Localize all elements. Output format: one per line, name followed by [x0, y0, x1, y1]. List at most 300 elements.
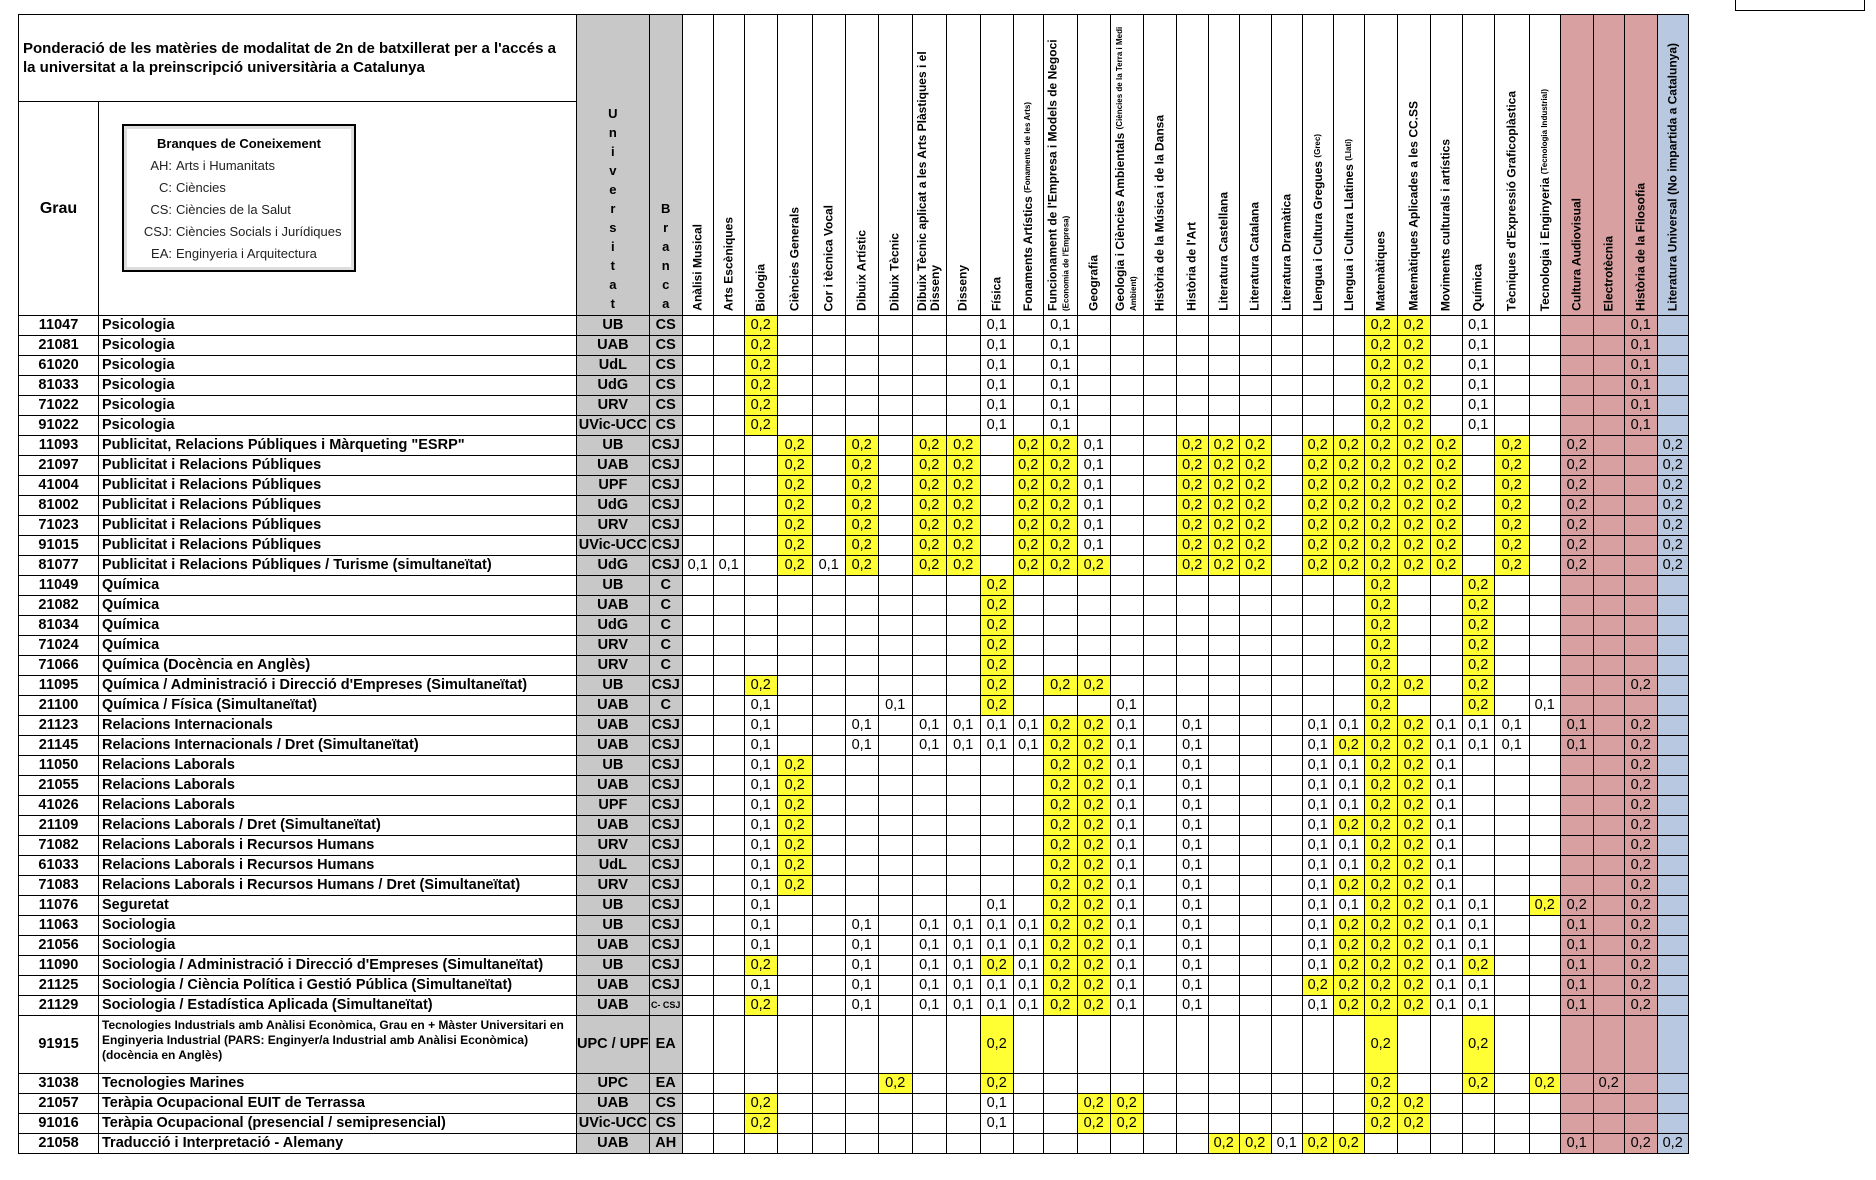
- university-cell: UdG: [577, 496, 650, 516]
- weight-cell: 0,1: [744, 816, 777, 836]
- weight-cell: 0,2: [1462, 656, 1494, 676]
- weight-cell: [1143, 596, 1176, 616]
- weight-cell: [1176, 1094, 1208, 1114]
- weight-cell: 0,1: [980, 916, 1013, 936]
- weight-cell: [1013, 776, 1043, 796]
- weight-cell: [1333, 696, 1364, 716]
- weight-cell: [878, 396, 912, 416]
- weight-cell: [1271, 856, 1302, 876]
- weight-cell: 0,2: [1462, 1016, 1494, 1074]
- weight-cell: 0,2: [1462, 676, 1494, 696]
- weight-cell: [1302, 636, 1333, 656]
- weight-cell: [1494, 676, 1529, 696]
- weight-cell: [1333, 1094, 1364, 1114]
- weight-cell: [1494, 876, 1529, 896]
- weight-cell: [1430, 576, 1462, 596]
- weight-cell: [713, 476, 744, 496]
- grau-name: Psicologia: [99, 416, 577, 436]
- weight-cell: [912, 596, 946, 616]
- weight-cell: 0,1: [1110, 876, 1143, 896]
- table-row: [19, 1016, 1689, 1074]
- weight-cell: [777, 716, 812, 736]
- weight-cell: 0,2: [1333, 496, 1364, 516]
- weight-cell: [1302, 1114, 1333, 1134]
- weight-cell: [682, 316, 713, 336]
- weight-cell: 0,2: [845, 556, 878, 576]
- weight-cell: [744, 596, 777, 616]
- weight-cell: [1657, 1114, 1688, 1134]
- weight-cell: [1271, 936, 1302, 956]
- weight-cell: [946, 376, 980, 396]
- weight-cell: [682, 976, 713, 996]
- subject-header: [812, 15, 845, 316]
- subject-label: [1374, 231, 1387, 311]
- weight-cell: [1239, 956, 1271, 976]
- weight-cell: 0,2: [946, 436, 980, 456]
- weight-cell: 0,2: [980, 676, 1013, 696]
- weight-cell: [878, 736, 912, 756]
- weight-cell: [1593, 816, 1624, 836]
- weight-cell: 0,2: [1494, 476, 1529, 496]
- subject-name: Literatura Universal (No impartida a Catalunya): [1665, 42, 1680, 311]
- weight-cell: [1176, 416, 1208, 436]
- weight-cell: [713, 716, 744, 736]
- weight-cell: 0,2: [1208, 556, 1239, 576]
- weight-cell: [682, 936, 713, 956]
- weight-cell: [1430, 676, 1462, 696]
- subject-name: Matemàtiques: [1373, 230, 1388, 311]
- weight-cell: 0,1: [1462, 716, 1494, 736]
- weight-cell: [1593, 856, 1624, 876]
- weight-cell: [1624, 1016, 1657, 1074]
- weight-cell: [713, 736, 744, 756]
- weight-cell: [1560, 1114, 1593, 1134]
- weight-cell: [1043, 656, 1077, 676]
- branca-cell: CSJ: [649, 436, 682, 456]
- grau-code: 21082: [19, 596, 99, 616]
- weight-cell: 0,2: [1560, 476, 1593, 496]
- weight-cell: [1430, 396, 1462, 416]
- grau-name: Química: [99, 616, 577, 636]
- branca-cell: C: [649, 696, 682, 716]
- weight-cell: 0,2: [1239, 436, 1271, 456]
- weight-cell: 0,2: [1333, 476, 1364, 496]
- weight-cell: [1110, 616, 1143, 636]
- weight-cell: 0,2: [1077, 836, 1110, 856]
- weight-cell: [1593, 1114, 1624, 1134]
- weight-cell: [1462, 756, 1494, 776]
- subject-name: Història de la Música i de la Dansa: [1152, 114, 1167, 311]
- weight-cell: [1208, 876, 1239, 896]
- university-cell: UAB: [577, 996, 650, 1016]
- weight-cell: 0,1: [1430, 796, 1462, 816]
- weight-cell: [1624, 1114, 1657, 1134]
- weight-cell: [1593, 516, 1624, 536]
- subject-label: [1249, 202, 1262, 311]
- branca-cell: CS: [649, 416, 682, 436]
- subject-label: [754, 264, 767, 311]
- weight-cell: 0,2: [1397, 356, 1430, 376]
- weight-cell: 0,1: [1333, 756, 1364, 776]
- subject-name: Literatura Dramàtica: [1279, 194, 1294, 311]
- subject-subtitle: (Fonaments de les Arts): [1023, 101, 1033, 193]
- weight-cell: 0,1: [1494, 736, 1529, 756]
- weight-cell: [1302, 396, 1333, 416]
- weight-cell: 0,2: [1302, 496, 1333, 516]
- weight-cell: 0,2: [980, 1074, 1013, 1094]
- weight-cell: [812, 816, 845, 836]
- branca-cell: C: [649, 636, 682, 656]
- weight-cell: 0,2: [1208, 1134, 1239, 1154]
- subject-name: Moviments culturals i artístics: [1438, 138, 1453, 311]
- weight-cell: [878, 316, 912, 336]
- grau-code: 81077: [19, 556, 99, 576]
- weight-cell: 0,1: [1302, 856, 1333, 876]
- subject-label: [1407, 101, 1420, 311]
- weight-cell: 0,2: [1624, 936, 1657, 956]
- weight-cell: 0,1: [1110, 916, 1143, 936]
- weight-cell: 0,2: [1624, 1134, 1657, 1154]
- weight-cell: [812, 856, 845, 876]
- weight-cell: [1077, 1134, 1110, 1154]
- weight-cell: 0,1: [1624, 316, 1657, 336]
- weight-cell: 0,2: [1364, 576, 1397, 596]
- branca-cell: CSJ: [649, 756, 682, 776]
- weight-cell: [744, 436, 777, 456]
- weight-cell: [1529, 676, 1560, 696]
- subject-name: Llengua i Cultura Gregues: [1310, 160, 1325, 311]
- grau-name: Química (Docència en Anglès): [99, 656, 577, 676]
- weight-cell: [1624, 656, 1657, 676]
- weight-cell: 0,1: [845, 736, 878, 756]
- weight-cell: 0,1: [845, 996, 878, 1016]
- weight-cell: [1302, 376, 1333, 396]
- weight-cell: [878, 576, 912, 596]
- grau-code: 41004: [19, 476, 99, 496]
- subject-header: [1397, 15, 1430, 316]
- weight-cell: 0,2: [1560, 456, 1593, 476]
- university-cell: UB: [577, 676, 650, 696]
- weight-cell: [1529, 976, 1560, 996]
- weight-cell: [946, 396, 980, 416]
- weight-cell: 0,2: [1657, 456, 1688, 476]
- weight-cell: 0,2: [1364, 816, 1397, 836]
- weight-cell: [1043, 616, 1077, 636]
- weight-cell: 0,2: [777, 856, 812, 876]
- weight-cell: 0,1: [1302, 816, 1333, 836]
- legend-code: AH:: [150, 158, 172, 173]
- branca-cell: CSJ: [649, 736, 682, 756]
- weight-cell: [1624, 576, 1657, 596]
- branca-cell: CSJ: [649, 676, 682, 696]
- weight-cell: [980, 856, 1013, 876]
- weight-cell: 0,1: [1176, 716, 1208, 736]
- weight-cell: [1077, 416, 1110, 436]
- grau-code: 91016: [19, 1114, 99, 1134]
- weight-cell: 0,1: [1624, 376, 1657, 396]
- weight-cell: [1208, 1074, 1239, 1094]
- grau-code: 21145: [19, 736, 99, 756]
- weight-cell: 0,2: [1043, 556, 1077, 576]
- weight-cell: 0,2: [777, 876, 812, 896]
- weight-cell: 0,1: [1110, 756, 1143, 776]
- weight-cell: [682, 496, 713, 516]
- weight-cell: [1077, 336, 1110, 356]
- weight-cell: 0,1: [1560, 956, 1593, 976]
- weight-cell: 0,2: [1077, 1094, 1110, 1114]
- weight-cell: [912, 696, 946, 716]
- subject-header: [1560, 15, 1593, 316]
- weight-cell: 0,2: [1208, 476, 1239, 496]
- weight-cell: [682, 536, 713, 556]
- weight-cell: 0,1: [1110, 736, 1143, 756]
- weight-cell: [682, 516, 713, 536]
- weight-cell: [1208, 1114, 1239, 1134]
- branca-cell: CSJ: [649, 856, 682, 876]
- weight-cell: 0,1: [1077, 456, 1110, 476]
- table-row: [19, 436, 1689, 456]
- table-row: [19, 456, 1689, 476]
- weight-cell: [1657, 876, 1688, 896]
- weight-cell: 0,1: [1110, 696, 1143, 716]
- weight-cell: 0,2: [1043, 516, 1077, 536]
- weight-cell: [744, 576, 777, 596]
- weight-cell: [1302, 336, 1333, 356]
- weight-cell: 0,1: [1560, 1134, 1593, 1154]
- weight-cell: [1529, 796, 1560, 816]
- weight-cell: [1494, 776, 1529, 796]
- weight-cell: [1560, 796, 1593, 816]
- weight-cell: [946, 636, 980, 656]
- subject-name: Cor i tècnica Vocal: [821, 204, 836, 311]
- weight-cell: [1239, 916, 1271, 936]
- weight-cell: [713, 1074, 744, 1094]
- weight-cell: [1143, 536, 1176, 556]
- table-row: [19, 1074, 1689, 1094]
- weight-cell: [1143, 896, 1176, 916]
- weight-cell: 0,1: [1176, 936, 1208, 956]
- weight-cell: [812, 496, 845, 516]
- weight-cell: [777, 336, 812, 356]
- weight-cell: [1462, 856, 1494, 876]
- university-cell: UdG: [577, 376, 650, 396]
- grau-name: Publicitat i Relacions Públiques: [99, 516, 577, 536]
- weight-cell: 0,2: [980, 636, 1013, 656]
- subject-label: [722, 217, 735, 311]
- weight-cell: 0,1: [1176, 996, 1208, 1016]
- weight-cell: [1593, 876, 1624, 896]
- weight-cell: 0,1: [744, 916, 777, 936]
- weight-cell: [1529, 736, 1560, 756]
- weight-cell: [1494, 1114, 1529, 1134]
- weight-cell: [1494, 756, 1529, 776]
- subject-label: [1538, 89, 1552, 311]
- weight-cell: [682, 1094, 713, 1114]
- weight-cell: [1529, 656, 1560, 676]
- university-cell: URV: [577, 516, 650, 536]
- weight-cell: 0,2: [1397, 536, 1430, 556]
- weight-cell: [777, 396, 812, 416]
- table-row: [19, 316, 1689, 336]
- university-cell: UVic-UCC: [577, 536, 650, 556]
- weight-cell: [777, 736, 812, 756]
- weight-cell: 0,1: [744, 856, 777, 876]
- weight-cell: [1593, 576, 1624, 596]
- weight-cell: 0,1: [1333, 776, 1364, 796]
- grau-name: Relacions Laborals i Recursos Humans: [99, 856, 577, 876]
- weight-cell: 0,1: [980, 336, 1013, 356]
- weight-cell: [1208, 776, 1239, 796]
- subject-header: [1462, 15, 1494, 316]
- weight-cell: [1333, 1114, 1364, 1134]
- weight-cell: [878, 756, 912, 776]
- weight-cell: 0,2: [980, 656, 1013, 676]
- grau-name: Química / Física (Simultaneïtat): [99, 696, 577, 716]
- weight-cell: [912, 636, 946, 656]
- weight-cell: [1302, 656, 1333, 676]
- weight-cell: 0,2: [946, 476, 980, 496]
- weight-cell: 0,1: [1043, 316, 1077, 336]
- weight-cell: 0,2: [1043, 476, 1077, 496]
- weight-cell: [1271, 996, 1302, 1016]
- weight-cell: [845, 776, 878, 796]
- weight-cell: [777, 976, 812, 996]
- weight-cell: [1529, 776, 1560, 796]
- subject-label: [788, 207, 801, 311]
- weight-cell: [1593, 1016, 1624, 1074]
- university-cell: UAB: [577, 1134, 650, 1154]
- weight-cell: [845, 416, 878, 436]
- weight-cell: [1529, 1114, 1560, 1134]
- weight-cell: [946, 676, 980, 696]
- weight-cell: [1176, 616, 1208, 636]
- weight-cell: 0,2: [946, 556, 980, 576]
- weight-cell: [682, 1016, 713, 1074]
- grau-name: Publicitat i Relacions Públiques: [99, 536, 577, 556]
- weight-cell: [1143, 756, 1176, 776]
- weight-cell: [1560, 836, 1593, 856]
- table-title: Ponderació de les matèries de modalitat de 2n de batxillerat per a l'accés a la universitat a la preinscripció universitària a Catalunya: [19, 15, 577, 102]
- weight-cell: [878, 376, 912, 396]
- weight-cell: 0,2: [1176, 556, 1208, 576]
- weight-cell: [1593, 416, 1624, 436]
- weight-cell: [1013, 816, 1043, 836]
- weight-cell: 0,1: [1430, 996, 1462, 1016]
- weight-cell: 0,1: [1077, 536, 1110, 556]
- weight-cell: [1143, 676, 1176, 696]
- weight-cell: 0,1: [1110, 996, 1143, 1016]
- weight-cell: 0,2: [980, 596, 1013, 616]
- weight-cell: [1430, 316, 1462, 336]
- branca-cell: CSJ: [649, 936, 682, 956]
- weight-cell: [1333, 316, 1364, 336]
- weight-cell: [980, 556, 1013, 576]
- grau-code: 71083: [19, 876, 99, 896]
- weight-cell: [1271, 716, 1302, 736]
- weighting-table-wrapper: [18, 14, 1689, 1154]
- weight-cell: 0,2: [1364, 516, 1397, 536]
- weight-cell: [912, 856, 946, 876]
- weight-cell: 0,1: [812, 556, 845, 576]
- weight-cell: [1176, 336, 1208, 356]
- weight-cell: 0,2: [1657, 1134, 1688, 1154]
- weight-cell: [1462, 876, 1494, 896]
- weight-cell: [1333, 656, 1364, 676]
- weight-cell: 0,1: [1302, 716, 1333, 736]
- weight-cell: [1143, 976, 1176, 996]
- grau-code: 21123: [19, 716, 99, 736]
- weight-cell: [1494, 996, 1529, 1016]
- weight-cell: [1239, 416, 1271, 436]
- weight-cell: 0,2: [1333, 1134, 1364, 1154]
- weight-cell: 0,1: [744, 756, 777, 776]
- weight-cell: 0,2: [1657, 556, 1688, 576]
- grau-name: Seguretat: [99, 896, 577, 916]
- weight-cell: 0,2: [1043, 536, 1077, 556]
- weight-cell: [1013, 396, 1043, 416]
- subject-label: [1666, 43, 1679, 311]
- weight-cell: [1302, 676, 1333, 696]
- weight-cell: [777, 996, 812, 1016]
- weight-cell: [1013, 336, 1043, 356]
- weight-cell: 0,2: [1302, 516, 1333, 536]
- weight-cell: 0,1: [946, 716, 980, 736]
- branca-cell: CSJ: [649, 836, 682, 856]
- weight-cell: [1271, 836, 1302, 856]
- weight-cell: [1043, 696, 1077, 716]
- weight-cell: [1239, 336, 1271, 356]
- legend-code: C:: [159, 180, 172, 195]
- weight-cell: [1208, 956, 1239, 976]
- weight-cell: [1302, 1016, 1333, 1074]
- weight-cell: 0,1: [1302, 996, 1333, 1016]
- subject-label: [1602, 236, 1615, 311]
- subject-name: Literatura Castellana: [1216, 192, 1231, 311]
- grau-code: 91022: [19, 416, 99, 436]
- weight-cell: [812, 776, 845, 796]
- weight-cell: [713, 396, 744, 416]
- subject-label: [990, 277, 1003, 311]
- grau-name: Publicitat i Relacions Públiques: [99, 496, 577, 516]
- subject-header: [1657, 15, 1688, 316]
- subject-label: [1113, 19, 1141, 311]
- weight-cell: [1593, 716, 1624, 736]
- weight-cell: 0,2: [1043, 716, 1077, 736]
- grau-name: Teràpia Ocupacional EUIT de Terrassa: [99, 1094, 577, 1114]
- weight-cell: [1494, 976, 1529, 996]
- weight-cell: 0,2: [777, 836, 812, 856]
- weight-cell: [744, 636, 777, 656]
- weight-cell: [1302, 616, 1333, 636]
- weight-cell: 0,2: [1043, 676, 1077, 696]
- weight-cell: 0,2: [1077, 756, 1110, 776]
- weight-cell: [1143, 936, 1176, 956]
- branca-cell: C: [649, 596, 682, 616]
- weight-cell: 0,1: [1043, 336, 1077, 356]
- subject-header: [744, 15, 777, 316]
- weight-cell: 0,2: [1397, 316, 1430, 336]
- weight-cell: [878, 496, 912, 516]
- weight-cell: 0,2: [1013, 476, 1043, 496]
- weight-cell: 0,2: [946, 456, 980, 476]
- weight-cell: [912, 396, 946, 416]
- weight-cell: [946, 1114, 980, 1134]
- legend-label: Ciències de la Salut: [176, 202, 291, 217]
- weight-cell: [812, 616, 845, 636]
- weight-cell: [682, 416, 713, 436]
- weight-cell: [682, 1134, 713, 1154]
- weight-cell: 0,2: [1208, 516, 1239, 536]
